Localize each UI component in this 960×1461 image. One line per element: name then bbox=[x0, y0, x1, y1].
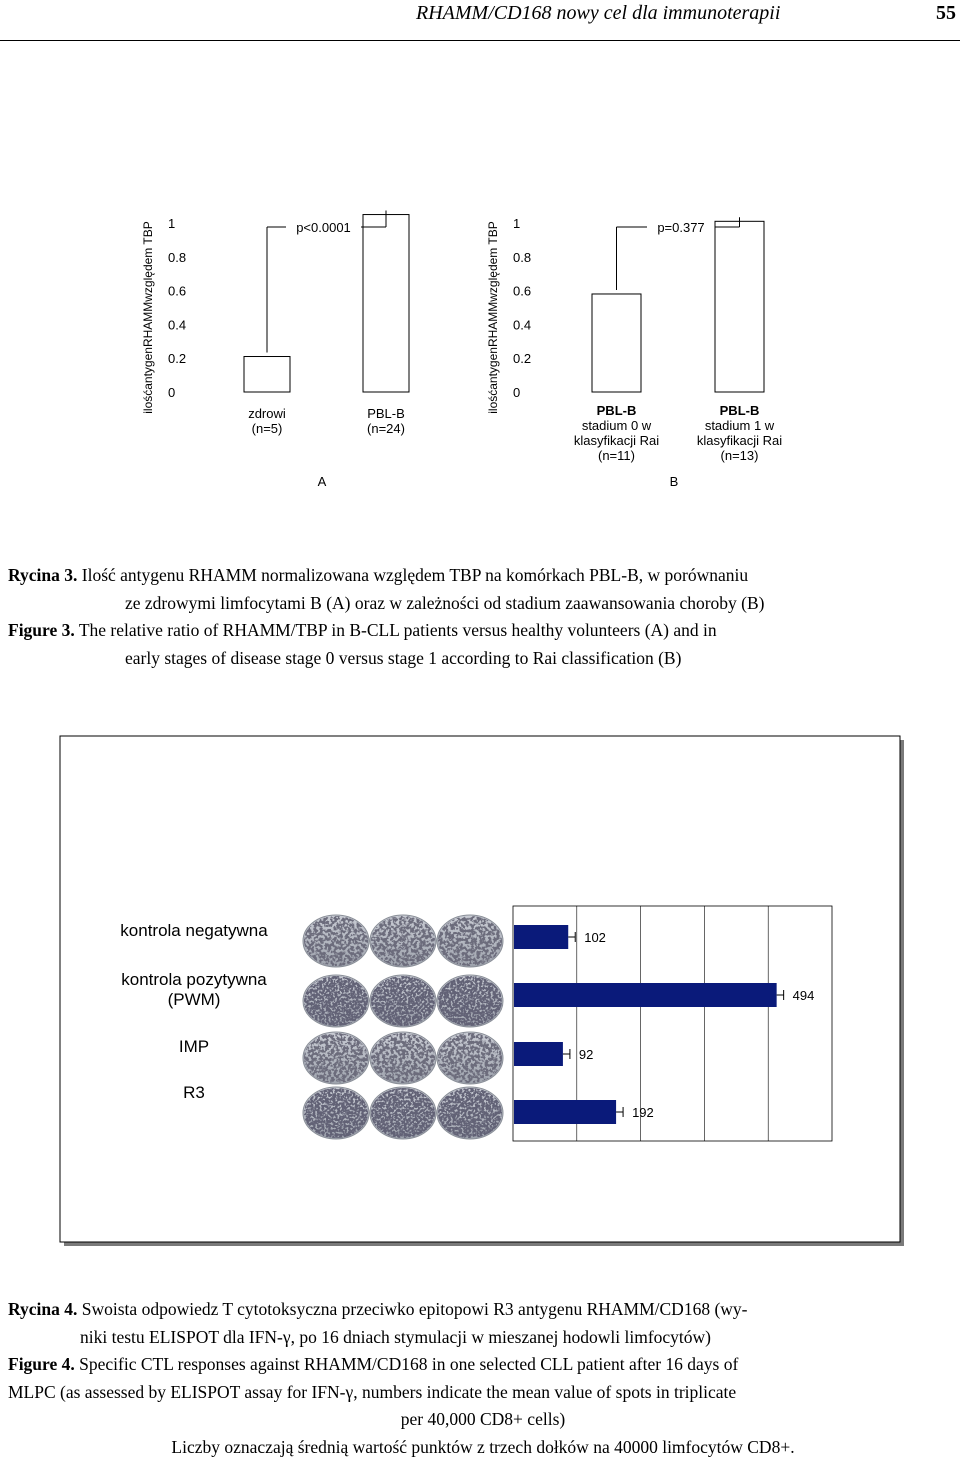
caption-4-pl-note: Liczby oznaczają średnią wartość punktów z trzech dołków na 40000 limfocytów CD8+. bbox=[8, 1434, 958, 1461]
caption-3-pl-label: Rycina 3. bbox=[8, 565, 77, 585]
y-tick-label: 0.8 bbox=[513, 250, 531, 265]
p-value-label: p=0.377 bbox=[657, 220, 704, 235]
category-label: PBL-B bbox=[597, 403, 637, 418]
y-tick-label: 1 bbox=[168, 216, 175, 231]
figure-3-panel-b bbox=[486, 216, 782, 489]
category-label: (n=5) bbox=[252, 421, 283, 436]
category-label: PBL-B bbox=[367, 406, 405, 421]
value-label: 102 bbox=[584, 930, 606, 945]
row-label: kontrola negatywna bbox=[120, 921, 268, 940]
panel-label: B bbox=[670, 474, 679, 489]
category-label: (n=24) bbox=[367, 421, 405, 436]
category-label: zdrowi bbox=[248, 406, 286, 421]
category-label: klasyfikacji Rai bbox=[574, 433, 659, 448]
y-axis-label: ilośćantygenRHAMMwzględem TBP bbox=[141, 221, 155, 414]
figure-3-caption bbox=[8, 562, 958, 672]
caption-4-en-line-3: per 40,000 CD8+ cells) bbox=[8, 1406, 958, 1434]
value-label: 92 bbox=[579, 1047, 593, 1062]
caption-3-pl-line-2: ze zdrowymi limfocytami B (A) oraz w zależności od stadium zaawansowania choroby (B) bbox=[8, 590, 958, 618]
figure-4-bar-chart bbox=[513, 906, 832, 1141]
y-tick-label: 0.8 bbox=[168, 250, 186, 265]
elispot-spots bbox=[438, 1088, 502, 1138]
figure-4-caption bbox=[8, 1296, 958, 1461]
y-tick-label: 0.4 bbox=[513, 317, 531, 332]
bar bbox=[715, 221, 764, 392]
caption-3-pl-line-1: Ilość antygenu RHAMM normalizowana względem TBP na komórkach PBL-B, w porównaniu bbox=[77, 565, 748, 585]
elispot-spots bbox=[371, 1088, 435, 1138]
y-tick-label: 0 bbox=[168, 385, 175, 400]
y-tick-label: 0.4 bbox=[168, 317, 186, 332]
y-tick-label: 1 bbox=[513, 216, 520, 231]
y-tick-label: 0 bbox=[513, 385, 520, 400]
caption-4-pl-line-2: niki testu ELISPOT dla IFN-γ, po 16 dniach stymulacji w mieszanej hodowli limfocytów) bbox=[8, 1324, 958, 1352]
value-label: 192 bbox=[632, 1105, 654, 1120]
bar bbox=[514, 983, 777, 1007]
bar bbox=[514, 1042, 563, 1066]
category-label: (n=13) bbox=[721, 448, 759, 463]
y-axis-label: ilośćantygenRHAMMwzględem TBP bbox=[486, 221, 500, 414]
caption-4-pl-label: Rycina 4. bbox=[8, 1299, 77, 1319]
category-label: klasyfikacji Rai bbox=[697, 433, 782, 448]
panel-label: A bbox=[318, 474, 327, 489]
category-label: stadium 0 w bbox=[582, 418, 652, 433]
category-label: stadium 1 w bbox=[705, 418, 775, 433]
page-header bbox=[0, 0, 960, 41]
elispot-spots bbox=[304, 976, 368, 1026]
bar bbox=[592, 294, 641, 392]
category-label: PBL-B bbox=[720, 403, 760, 418]
y-tick-label: 0.6 bbox=[168, 284, 186, 299]
row-label: kontrola pozytywna bbox=[121, 970, 267, 989]
figure-4-wells bbox=[303, 915, 503, 1139]
y-tick-label: 0.2 bbox=[513, 351, 531, 366]
caption-4-en-line-2: MLPC (as assessed by ELISPOT assay for IFN-γ, numbers indicate the mean value of spots in triplicate bbox=[8, 1379, 958, 1407]
elispot-spots bbox=[438, 976, 502, 1026]
row-label: R3 bbox=[183, 1083, 205, 1102]
caption-3-en-line-2: early stages of disease stage 0 versus stage 1 according to Rai classification (B) bbox=[8, 645, 958, 673]
elispot-spots bbox=[304, 916, 368, 966]
elispot-spots bbox=[304, 1088, 368, 1138]
caption-4-pl-line-1: Swoista odpowiedz T cytotoksyczna przeciwko epitopowi R3 antygenu RHAMM/CD168 (wy- bbox=[77, 1299, 747, 1319]
elispot-spots bbox=[371, 976, 435, 1026]
bar bbox=[363, 215, 409, 392]
row-label: IMP bbox=[179, 1037, 209, 1056]
figure-4 bbox=[0, 730, 960, 1250]
bar bbox=[514, 1100, 616, 1124]
caption-4-en-label: Figure 4. bbox=[8, 1354, 75, 1374]
figure-3-panel-a bbox=[141, 211, 409, 489]
page-number: 55 bbox=[936, 2, 956, 25]
y-tick-label: 0.2 bbox=[168, 351, 186, 366]
elispot-spots bbox=[438, 1033, 502, 1083]
p-value-label: p<0.0001 bbox=[296, 220, 351, 235]
elispot-spots bbox=[304, 1033, 368, 1083]
bar bbox=[514, 925, 568, 949]
row-label: (PWM) bbox=[168, 990, 221, 1009]
y-tick-label: 0.6 bbox=[513, 284, 531, 299]
elispot-spots bbox=[438, 916, 502, 966]
value-label: 494 bbox=[793, 988, 815, 1003]
caption-4-en-line-1: Specific CTL responses against RHAMM/CD168 in one selected CLL patient after 16 days of bbox=[75, 1354, 739, 1374]
category-label: (n=11) bbox=[598, 448, 635, 463]
elispot-spots bbox=[371, 916, 435, 966]
caption-3-en-label: Figure 3. bbox=[8, 620, 75, 640]
caption-3-en-line-1: The relative ratio of RHAMM/TBP in B-CLL patients versus healthy volunteers (A) and in bbox=[75, 620, 717, 640]
running-title: RHAMM/CD168 nowy cel dla immunoterapii bbox=[416, 2, 780, 25]
elispot-spots bbox=[371, 1033, 435, 1083]
bar bbox=[244, 357, 290, 392]
